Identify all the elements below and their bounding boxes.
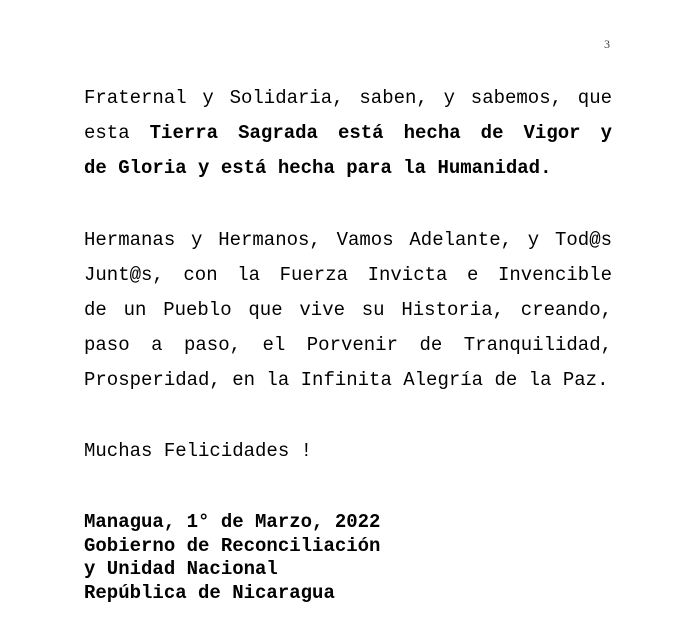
paragraph-line: de un Pueblo que vive su Historia, creando, [84,299,612,321]
signature-block [84,511,380,605]
paragraph-fraternal [84,81,612,186]
signature-line: República de Nicaragua [84,581,335,604]
signature-line: y Unidad Nacional [84,558,278,580]
bold-text: de Gloria y está hecha para la Humanidad. [84,157,552,179]
signature-line: Managua, 1° de Marzo, 2022 [84,511,381,533]
paragraph-line: Junt@s, con la Fuerza Invicta e Invencible [84,264,612,286]
page-number: 3 [604,37,610,51]
paragraph-line: paso a paso, el Porvenir de Tranquilidad, [84,334,612,356]
paragraph-line: Hermanas y Hermanos, Vamos Adelante, y Tod@s [84,229,612,251]
closing-greeting [84,434,612,469]
paragraph-line-bold [84,151,612,186]
plain-text: esta [84,122,150,144]
paragraph-line: Fraternal y Solidaria, saben, y sabemos, que [84,87,612,109]
paragraph-line-mixed [84,116,612,151]
closing-text: Muchas Felicidades ! [84,440,313,462]
signature-line: Gobierno de Reconciliación [84,534,381,557]
paragraph-line: Prosperidad, en la Infinita Alegría de la Paz. [84,369,609,391]
bold-text: Tierra Sagrada está hecha de Vigor y [149,122,612,144]
paragraph-hermanas [84,223,612,398]
